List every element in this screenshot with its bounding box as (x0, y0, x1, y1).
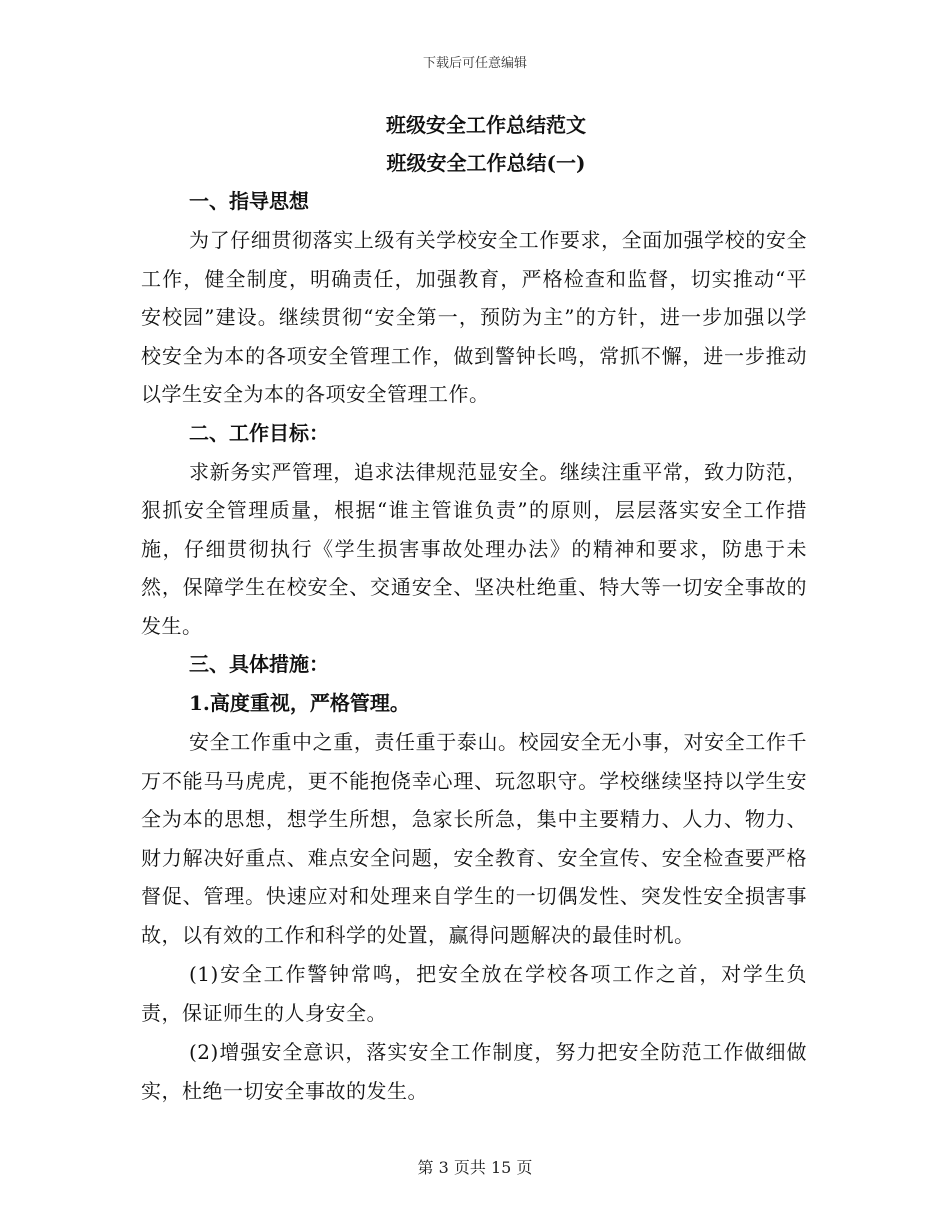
section-heading-2: 二、工作目标： (189, 420, 329, 445)
paragraph-item-1: (1)安全工作警钟常鸣，把安全放在学校各项工作之首，对学生负责，保证师生的人身安全。 (141, 962, 807, 1025)
paragraph-management: 安全工作重中之重，责任重于泰山。校园安全无小事，对安全工作千万不能马马虎虎，更不能抱侥幸心理、玩忽职守。学校继续坚持以学生安全为本的思想，想学生所想，急家长所急，集中主要精力、人力、物力、财力解决好重点、难点安全问题，安全教育、安全宣传、安全检查要严格督促、管理。快速应对和处理来自学生的一切偶发性、突发性安全损害事故，以有效的工作和科学的处置，赢得问题解决的最佳时机。 (141, 730, 807, 947)
section-heading-1: 一、指导思想 (189, 189, 309, 213)
document-title: 班级安全工作总结范文 (386, 113, 586, 137)
section-heading-3: 三、具体措施： (189, 652, 329, 676)
document-subtitle: 班级安全工作总结(一) (386, 151, 586, 175)
subsection-heading-1: 1.高度重视，严格管理。 (189, 691, 410, 715)
page-footer: 第 3 页共 15 页 (417, 1158, 533, 1177)
paragraph-item-2: (2)增强安全意识，落实安全工作制度，努力把安全防范工作做细做实，杜绝一切安全事故的发生。 (141, 1040, 807, 1103)
header-note: 下载后可任意编辑 (422, 56, 527, 71)
document-body (141, 106, 807, 1110)
paragraph-guiding-thought: 为了仔细贯彻落实上级有关学校安全工作要求，全面加强学校的安全工作，健全制度，明确责任，加强教育，严格检查和监督，切实推动“平安校园”建设。继续贯彻“安全第一，预防为主”的方针，进一步加强以学校安全为本的各项安全管理工作，做到警钟长鸣，常抓不懈，进一步推动以学生安全为本的各项安全管理工作。 (141, 228, 807, 406)
paragraph-work-goal: 求新务实严管理，追求法律规范显安全。继续注重平常，致力防范，狠抓安全管理质量，根据“谁主管谁负责”的原则，层层落实安全工作措施，仔细贯彻执行《学生损害事故处理办法》的精神和要求，防患于未然，保障学生在校安全、交通安全、坚决杜绝重、特大等一切安全事故的发生。 (141, 459, 807, 638)
